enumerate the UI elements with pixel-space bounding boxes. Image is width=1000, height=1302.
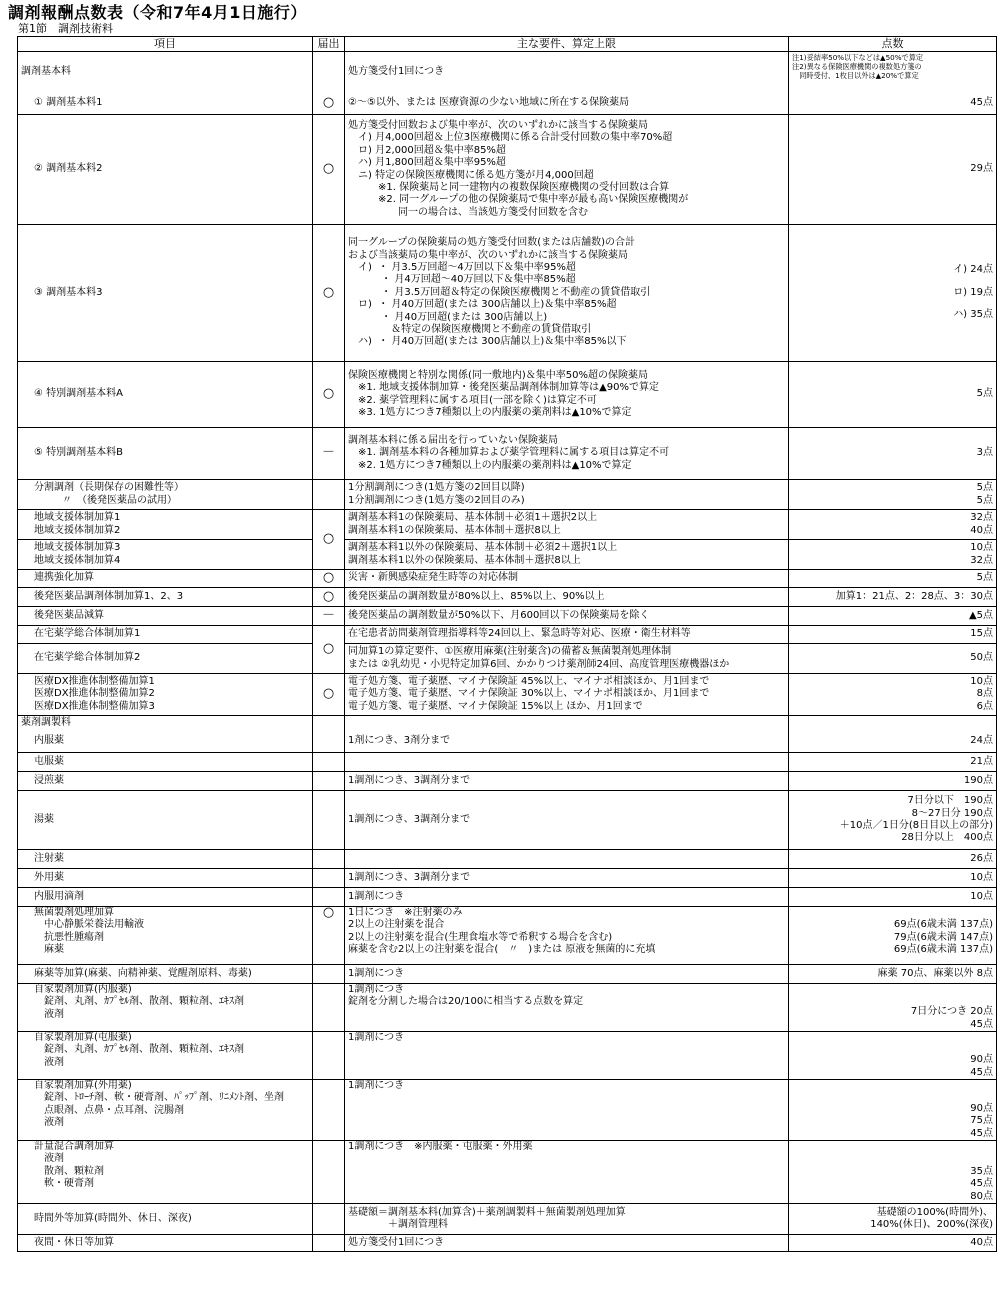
row-label: 無菌製剤処理加算 中心静脈栄養法用輸液 抗悪性腫瘍剤 麻薬 xyxy=(18,907,313,965)
row-points: 69点(6歳未満 137点) 79点(6歳未満 147点) 69点(6歳未満 137点) xyxy=(789,907,997,965)
todoke-cell xyxy=(313,753,345,772)
row-points: 麻薬 70点、麻薬以外 8点 xyxy=(789,965,997,984)
row-label: 内服薬 xyxy=(18,731,313,753)
row-points xyxy=(789,716,997,731)
points-i: イ) 24点 xyxy=(953,264,993,276)
table-row xyxy=(18,225,997,362)
row-requirements xyxy=(345,480,789,510)
row-requirements: 処方箋受付回数および集中率が、次のいずれかに該当する保険薬局 イ) 月4,000回超＆上位3医療機関に係る合計受付回数の集中率70%超 ロ) 月2,000回超＆集中率85%超 ハ) 月1,800回超＆集中率95%超 ニ) 特定の保険医療機関に係る処方箋が月4,000回超 ※1. 保険薬局と同一建物内の複数保険医療機関の受付回数は合算 ※2. 同一グループの他の保険薬局で集中率が最も高い保険医療機関が 同一の場合は、当該処方箋受付回数を含む xyxy=(345,115,789,225)
row-points: 29点 xyxy=(789,115,997,225)
req-line: 調剤基本料1以外の保険薬局、基本体制＋選択8以上 xyxy=(348,554,581,566)
row-requirements: 1調剤につき xyxy=(345,965,789,984)
header-requirements: 主な要件、算定上限 xyxy=(345,37,789,52)
table-row xyxy=(18,716,997,731)
pts-line: 32点 xyxy=(970,554,993,566)
row-label xyxy=(18,540,313,570)
todoke-mark: ○ xyxy=(313,115,345,225)
table-row xyxy=(18,588,997,607)
row-points: 26点 xyxy=(789,850,997,869)
row-points: 190点 xyxy=(789,772,997,791)
todoke-cell xyxy=(313,1080,345,1141)
row-label: 自家製剤加算(内服薬) 錠剤、丸剤、ｶﾌﾟｾﾙ剤、散剤、顆粒剤、ｴｷｽ剤 液剤 xyxy=(18,984,313,1032)
label-line: 医療DX推進体制整備加算1 xyxy=(34,675,155,687)
row-label: 外用薬 xyxy=(18,869,313,888)
points-ro: ロ) 19点 xyxy=(953,286,993,298)
row-points: 15点 xyxy=(789,626,997,644)
pts-line: 40点 xyxy=(970,524,993,536)
table-row xyxy=(18,644,997,674)
table-row xyxy=(18,510,997,540)
header-item: 項目 xyxy=(18,37,313,52)
table-row xyxy=(18,869,997,888)
row-points: 5点 xyxy=(789,362,997,428)
row-points: 5点 xyxy=(789,570,997,588)
row-points: 35点 45点 80点 xyxy=(789,1141,997,1204)
row-points: 7日分以下 190点 8～27日分 190点 ＋10点／1日分(8日目以上の部分) 28日分以上 400点 xyxy=(789,791,997,850)
row-label: 在宅薬学総合体制加算2 xyxy=(18,644,313,674)
table-row xyxy=(18,753,997,772)
todoke-cell xyxy=(313,984,345,1032)
row-requirements xyxy=(345,674,789,716)
row-requirements: 1調剤につき 錠剤を分割した場合は20/100に相当する点数を算定 xyxy=(345,984,789,1032)
todoke-cell xyxy=(313,888,345,907)
row-points xyxy=(789,510,997,540)
table-row xyxy=(18,115,997,225)
row-requirements: 処方箋受付1回につき xyxy=(345,1235,789,1252)
row-points xyxy=(789,225,997,362)
req-line: 電子処方箋、電子薬歴、マイナ保険証 15%以上 ほか、月1回まで xyxy=(348,700,643,712)
label-line: 〃 （後発医薬品の試用） xyxy=(52,494,177,506)
todoke-cell xyxy=(313,52,345,92)
todoke-mark: ○ xyxy=(313,674,345,716)
row-requirements: 1調剤につき ※内服薬・屯服薬・外用薬 xyxy=(345,1141,789,1204)
label-line: 地域支援体制加算1 xyxy=(34,512,121,524)
req-line: 調剤基本料1の保険薬局、基本体制＋選択8以上 xyxy=(348,524,561,536)
row-requirements: 保険医療機関と特別な関係(同一敷地内)＆集中率50%超の保険薬局 ※1. 地域支援体制加算・後発医薬品調剤体制加算等は▲90%で算定 ※2. 薬学管理料に属する項目(一部を除く)は算定不可 ※3. 1処方につき7種類以上の内服薬の薬剤料は▲10%で算定 xyxy=(345,362,789,428)
table-row xyxy=(18,1141,997,1204)
row-label: 薬剤調製料 xyxy=(18,716,313,731)
pts-line: 10点 xyxy=(970,675,993,687)
req-line: 1分割調剤につき(1処方箋の2回目以降) xyxy=(348,482,525,494)
table-row xyxy=(18,1204,997,1235)
row-requirements: 後発医薬品の調剤数量が80%以上、85%以上、90%以上 xyxy=(345,588,789,607)
row-points: 90点 45点 xyxy=(789,1032,997,1080)
row-points: 21点 xyxy=(789,753,997,772)
table-row xyxy=(18,1032,997,1080)
table-row xyxy=(18,731,997,753)
row-requirements: 同加算1の算定要件、①医療用麻薬(注射薬含)の備蓄＆無菌製剤処理体制 または ②乳幼児・小児特定加算6回、かかりつけ薬剤師24回、高度管理医療機器ほか xyxy=(345,644,789,674)
table-row xyxy=(18,984,997,1032)
row-requirements: 後発医薬品の調剤数量が50%以下、月600回以下の保険薬局を除く xyxy=(345,607,789,626)
todoke-cell xyxy=(313,731,345,753)
row-label: 連携強化加算 xyxy=(18,570,313,588)
row-points: 24点 xyxy=(789,731,997,753)
row-label: 在宅薬学総合体制加算1 xyxy=(18,626,313,644)
row-points: 基礎額の100%(時間外)、 140%(休日)、200%(深夜) xyxy=(789,1204,997,1235)
row-label: 後発医薬品減算 xyxy=(18,607,313,626)
row-label xyxy=(18,480,313,510)
row-label xyxy=(18,510,313,540)
pts-line: 5点 xyxy=(976,482,993,494)
row-label: 屯服薬 xyxy=(18,753,313,772)
table-row xyxy=(18,1235,997,1252)
table-row xyxy=(18,480,997,510)
row-requirements: 基礎額＝調剤基本料(加算含)＋薬剤調製料＋無菌製剤処理加算 ＋調剤管理料 xyxy=(345,1204,789,1235)
row-label: 時間外等加算(時間外、休日、深夜) xyxy=(18,1204,313,1235)
row-points: 7日分につき 20点 45点 xyxy=(789,984,997,1032)
row-requirements: 処方箋受付1回につき xyxy=(345,52,789,92)
pts-line: 32点 xyxy=(970,512,993,524)
section-subtitle: 第1節 調剤技術料 xyxy=(18,22,113,35)
table-row xyxy=(18,965,997,984)
row-points: 10点 xyxy=(789,869,997,888)
todoke-mark: ○ xyxy=(313,362,345,428)
table-row xyxy=(18,540,997,570)
row-points: 50点 xyxy=(789,644,997,674)
row-requirements xyxy=(345,716,789,731)
table-header-row xyxy=(18,37,997,52)
row-requirements: 1調剤につき xyxy=(345,1080,789,1141)
todoke-cell xyxy=(313,772,345,791)
table-row xyxy=(18,1080,997,1141)
row-label: 自家製剤加算(外用薬) 錠剤、ﾄﾛｰﾁ剤、軟・硬膏剤、ﾊﾟｯﾌﾟ剤、ﾘﾆﾒﾝﾄ剤、坐剤 点眼剤、点鼻・点耳剤、浣腸剤 液剤 xyxy=(18,1080,313,1141)
row-requirements: 1剤につき、3剤分まで xyxy=(345,731,789,753)
pts-line: 8点 xyxy=(976,688,993,700)
row-points xyxy=(789,674,997,716)
table-row xyxy=(18,850,997,869)
req-line: 電子処方箋、電子薬歴、マイナ保険証 45%以上、マイナポ相談ほか、月1回まで xyxy=(348,675,710,687)
req-line: 電子処方箋、電子薬歴、マイナ保険証 30%以上、マイナポ相談ほか、月1回まで xyxy=(348,688,710,700)
row-label: ① 調剤基本料1 xyxy=(18,92,313,115)
row-points: 40点 xyxy=(789,1235,997,1252)
row-label: 計量混合調剤加算 液剤 散剤、顆粒剤 軟・硬膏剤 xyxy=(18,1141,313,1204)
table-row xyxy=(18,607,997,626)
row-requirements xyxy=(345,540,789,570)
row-label: 内服用滴剤 xyxy=(18,888,313,907)
req-line: 1分割調剤につき(1処方箋の2回目のみ) xyxy=(348,494,525,506)
row-label: 浸煎薬 xyxy=(18,772,313,791)
row-requirements xyxy=(345,753,789,772)
todoke-mark: ○ xyxy=(313,626,345,674)
label-line: 医療DX推進体制整備加算3 xyxy=(34,700,155,712)
table-row xyxy=(18,674,997,716)
row-requirements: 在宅患者訪問薬剤管理指導料等24回以上、緊急時等対応、医療・衛生材料等 xyxy=(345,626,789,644)
row-requirements: 同一グループの保険薬局の処方箋受付回数(または店舗数)の合計 および当該薬局の集中率が、次のいずれかに該当する保険薬局 イ) ・ 月3.5万回超～4万回以下＆集中率95%超 ・ 月4万回超～40万回以下＆集中率85%超 ・ 月3.5万回超＆特定の保険医療機関と不動産の賃貸借取引 ロ) ・ 月40万回超(または 300店舗以上)＆集中率85%超 ・ 月40万回超(または 300店舗以上) ＆特定の保険医療機関と不動産の賃貸借取引 ハ) ・ 月40万回超(または 300店舗以上)＆集中率85%以下 xyxy=(345,225,789,362)
row-label: ② 調剤基本料2 xyxy=(18,115,313,225)
todoke-cell xyxy=(313,1032,345,1080)
row-label: ③ 調剤基本料3 xyxy=(18,225,313,362)
label-line: 地域支援体制加算4 xyxy=(34,554,121,566)
row-requirements: ②～⑤以外、または 医療資源の少ない地域に所在する保険薬局 xyxy=(345,92,789,115)
label-line: 分割調剤（長期保存の困難性等） xyxy=(34,482,184,494)
row-points: 3点 xyxy=(789,428,997,480)
label-line: 地域支援体制加算2 xyxy=(34,524,121,536)
row-label: ④ 特別調剤基本料A xyxy=(18,362,313,428)
req-line: 調剤基本料1の保険薬局、基本体制＋必須1＋選択2以上 xyxy=(348,512,598,524)
row-points: 90点 75点 45点 xyxy=(789,1080,997,1141)
table-row xyxy=(18,772,997,791)
todoke-cell xyxy=(313,869,345,888)
table-row xyxy=(18,888,997,907)
table-row xyxy=(18,52,997,92)
todoke-cell xyxy=(313,965,345,984)
row-requirements: 調剤基本料に係る届出を行っていない保険薬局 ※1. 調剤基本料の各種加算および薬学管理料に属する項目は算定不可 ※2. 1処方につき7種類以上の内服薬の薬剤料は▲10%で算定 xyxy=(345,428,789,480)
row-requirements xyxy=(345,850,789,869)
table-row xyxy=(18,362,997,428)
row-points: 加算1：21点、2：28点、3：30点 xyxy=(789,588,997,607)
table-row xyxy=(18,626,997,644)
row-points: ▲5点 xyxy=(789,607,997,626)
row-label xyxy=(18,674,313,716)
table-row xyxy=(18,791,997,850)
table-row xyxy=(18,428,997,480)
row-requirements: 1調剤につき、3調剤分まで xyxy=(345,791,789,850)
row-label: 自家製剤加算(屯服薬) 錠剤、丸剤、ｶﾌﾟｾﾙ剤、散剤、顆粒剤、ｴｷｽ剤 液剤 xyxy=(18,1032,313,1080)
row-requirements: 1調剤につき xyxy=(345,1032,789,1080)
todoke-cell xyxy=(313,480,345,510)
todoke-cell xyxy=(313,716,345,731)
row-points xyxy=(789,480,997,510)
row-label: ⑤ 特別調剤基本料B xyxy=(18,428,313,480)
row-points xyxy=(789,540,997,570)
row-requirements: 災害・新興感染症発生時等の対応体制 xyxy=(345,570,789,588)
row-requirements: 1調剤につき、3調剤分まで xyxy=(345,772,789,791)
header-points: 点数 xyxy=(789,37,997,52)
todoke-cell xyxy=(313,791,345,850)
table-row xyxy=(18,570,997,588)
label-line: 医療DX推進体制整備加算2 xyxy=(34,688,155,700)
todoke-mark: ○ xyxy=(313,510,345,570)
todoke-mark: ○ xyxy=(313,225,345,362)
pts-line: 6点 xyxy=(976,700,993,712)
header-todoke: 届出 xyxy=(313,37,345,52)
table-row xyxy=(18,907,997,965)
todoke-mark: ○ xyxy=(313,570,345,588)
row-requirements: 1調剤につき xyxy=(345,888,789,907)
todoke-mark: ○ xyxy=(313,588,345,607)
todoke-mark: ○ xyxy=(313,907,345,965)
todoke-cell xyxy=(313,850,345,869)
row-label: 夜間・休日等加算 xyxy=(18,1235,313,1252)
todoke-cell xyxy=(313,1235,345,1252)
row-label: 麻薬等加算(麻薬、向精神薬、覚醒剤原料、毒薬) xyxy=(18,965,313,984)
points-ha: ハ) 35点 xyxy=(953,309,993,321)
row-requirements xyxy=(345,510,789,540)
pts-line: 5点 xyxy=(976,494,993,506)
row-requirements: 1日につき ※注射薬のみ 2以上の注射薬を混合 2以上の注射薬を混合(生理食塩水等で希釈する場合を含む) 麻薬を含む2以上の注射薬を混合( 〃 )または 原液を無菌的に充填 xyxy=(345,907,789,965)
row-points: 10点 xyxy=(789,888,997,907)
page-title: 調剤報酬点数表（令和7年4月1日施行） xyxy=(8,3,307,22)
row-label: 調剤基本料 xyxy=(18,52,313,92)
todoke-cell xyxy=(313,1204,345,1235)
row-points: 45点 xyxy=(789,92,997,115)
row-label: 湯薬 xyxy=(18,791,313,850)
row-requirements: 1調剤につき、3調剤分まで xyxy=(345,869,789,888)
todoke-mark: － xyxy=(313,428,345,480)
table-row xyxy=(18,92,997,115)
todoke-cell xyxy=(313,1141,345,1204)
label-line: 地域支援体制加算3 xyxy=(34,542,121,554)
todoke-mark: ○ xyxy=(313,92,345,115)
req-line: 調剤基本料1以外の保険薬局、基本体制＋必須2＋選択1以上 xyxy=(348,542,618,554)
todoke-mark: － xyxy=(313,607,345,626)
fee-table xyxy=(17,36,996,1252)
pts-line: 10点 xyxy=(970,542,993,554)
row-note: 注1)妥結率50%以下などは▲50%で算定 注2)異なる保険医療機関の複数処方箋の 同時受付、1枚目以外は▲20%で算定 xyxy=(789,52,997,92)
row-label: 注射薬 xyxy=(18,850,313,869)
row-label: 後発医薬品調剤体制加算1、2、3 xyxy=(18,588,313,607)
